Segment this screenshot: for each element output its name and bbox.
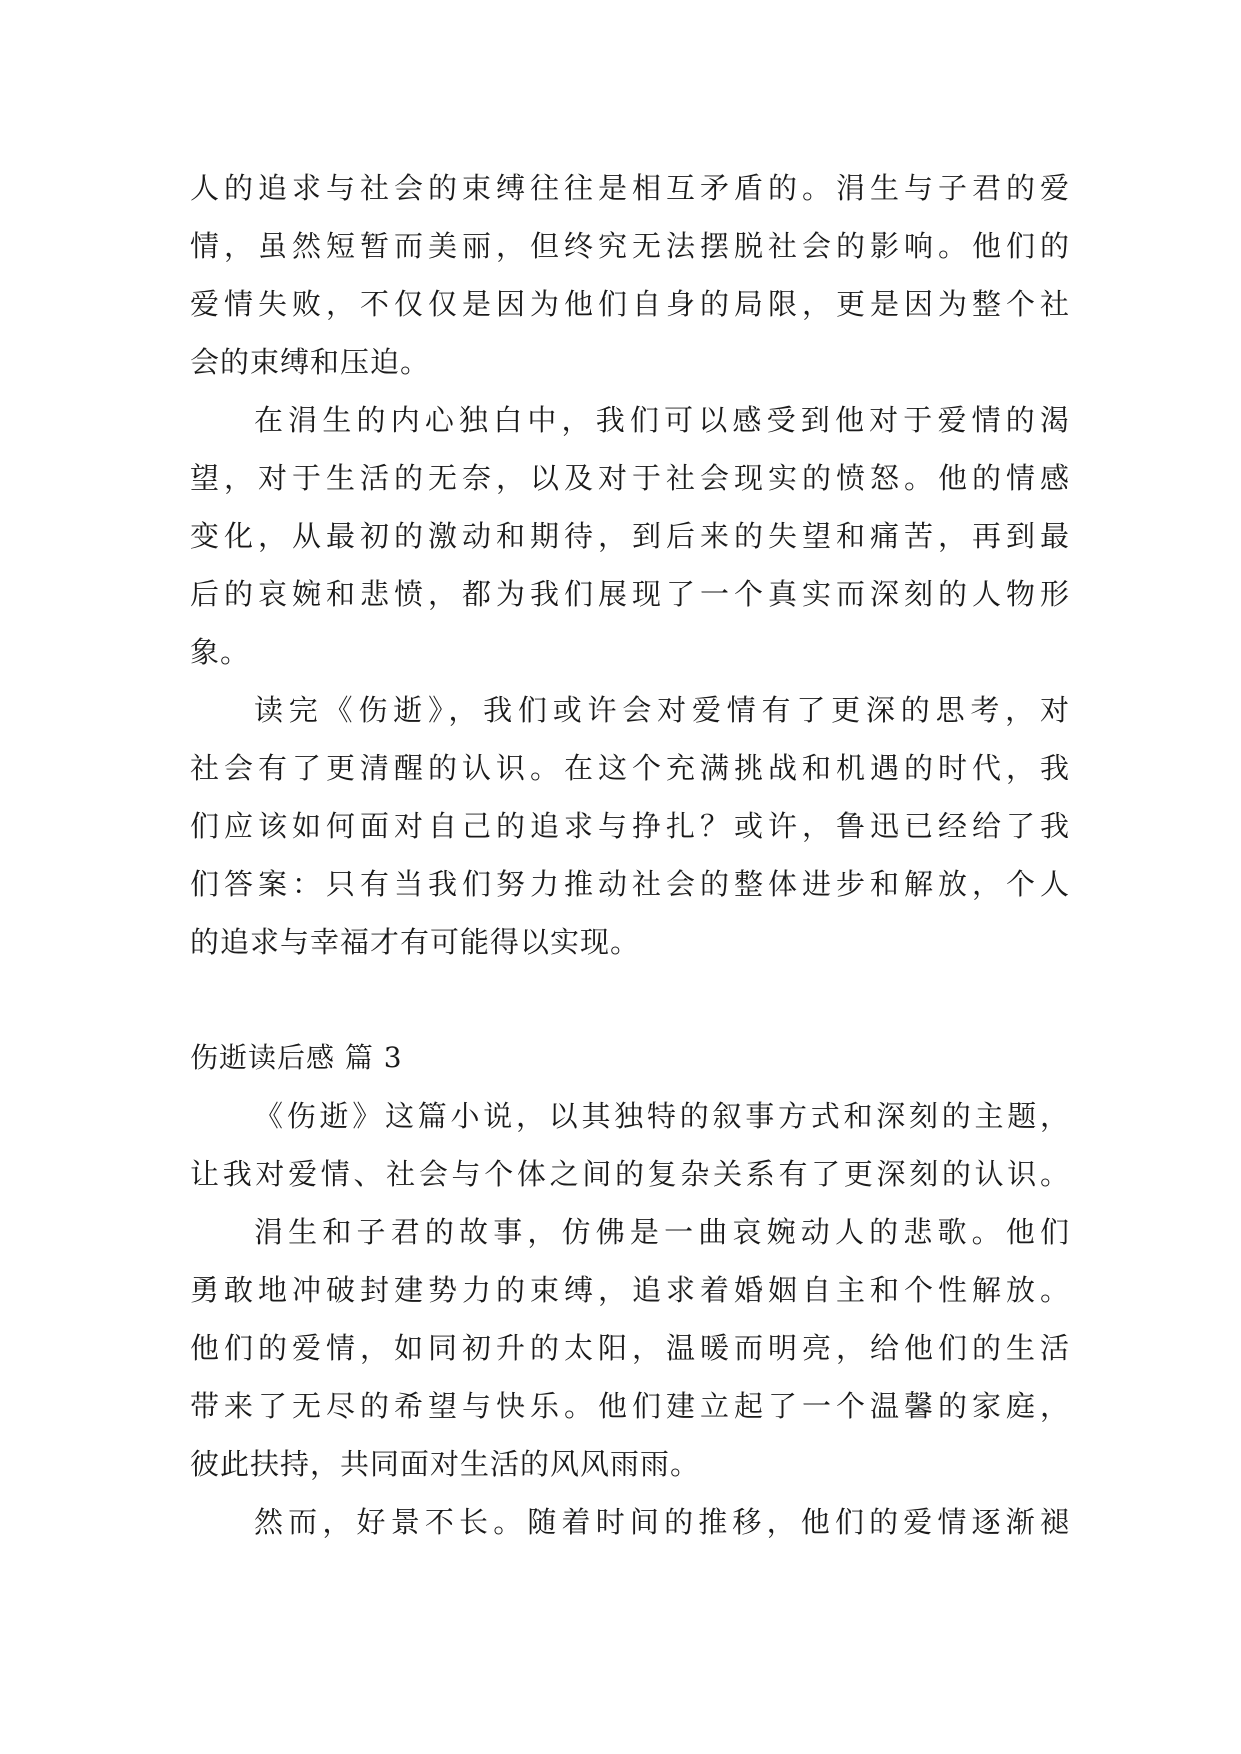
paragraph-3-line-4: 们答案：只有当我们努力推动社会的整体进步和解放，个人 — [190, 867, 1070, 901]
paragraph-5-line-3: 他们的爱情，如同初升的太阳，温暖而明亮，给他们的生活 — [190, 1331, 1070, 1365]
paragraph-1-line-4: 会的束缚和压迫。 — [190, 345, 431, 379]
paragraph-6-line-1: 然而，好景不长。随着时间的推移，他们的爱情逐渐褪 — [254, 1505, 1070, 1539]
section-heading: 伤逝读后感 篇 3 — [190, 1041, 403, 1074]
paragraph-1-line-3: 爱情失败，不仅仅是因为他们自身的局限，更是因为整个社 — [190, 287, 1070, 321]
paragraph-2-line-3: 变化，从最初的激动和期待，到后来的失望和痛苦，再到最 — [190, 519, 1070, 553]
paragraph-2-line-2: 望，对于生活的无奈，以及对于社会现实的愤怒。他的情感 — [190, 461, 1070, 495]
paragraph-3-line-2: 社会有了更清醒的认识。在这个充满挑战和机遇的时代，我 — [190, 751, 1070, 785]
paragraph-5-line-1: 涓生和子君的故事，仿佛是一曲哀婉动人的悲歌。他们 — [254, 1215, 1070, 1249]
paragraph-3-line-3: 们应该如何面对自己的追求与挣扎？或许，鲁迅已经给了我 — [190, 809, 1070, 843]
paragraph-2-line-5: 象。 — [190, 635, 251, 669]
paragraph-3-line-5: 的追求与幸福才有可能得以实现。 — [190, 925, 641, 959]
paragraph-1-line-1: 人的追求与社会的束缚往往是相互矛盾的。涓生与子君的爱 — [190, 171, 1070, 205]
paragraph-2-line-4: 后的哀婉和悲愤，都为我们展现了一个真实而深刻的人物形 — [190, 577, 1070, 611]
paragraph-5-line-4: 带来了无尽的希望与快乐。他们建立起了一个温馨的家庭， — [190, 1389, 1070, 1423]
paragraph-5-line-2: 勇敢地冲破封建势力的束缚，追求着婚姻自主和个性解放。 — [190, 1273, 1070, 1307]
paragraph-4-line-2: 让我对爱情、社会与个体之间的复杂关系有了更深刻的认识。 — [190, 1157, 1070, 1191]
paragraph-3-line-1: 读完《伤逝》，我们或许会对爱情有了更深的思考，对 — [254, 693, 1070, 727]
paragraph-1-line-2: 情，虽然短暂而美丽，但终究无法摆脱社会的影响。他们的 — [190, 229, 1070, 263]
paragraph-4-line-1: 《伤逝》这篇小说，以其独特的叙事方式和深刻的主题， — [254, 1099, 1070, 1133]
paragraph-5-line-5: 彼此扶持，共同面对生活的风风雨雨。 — [190, 1447, 701, 1481]
paragraph-2-line-1: 在涓生的内心独白中，我们可以感受到他对于爱情的渴 — [254, 403, 1070, 437]
